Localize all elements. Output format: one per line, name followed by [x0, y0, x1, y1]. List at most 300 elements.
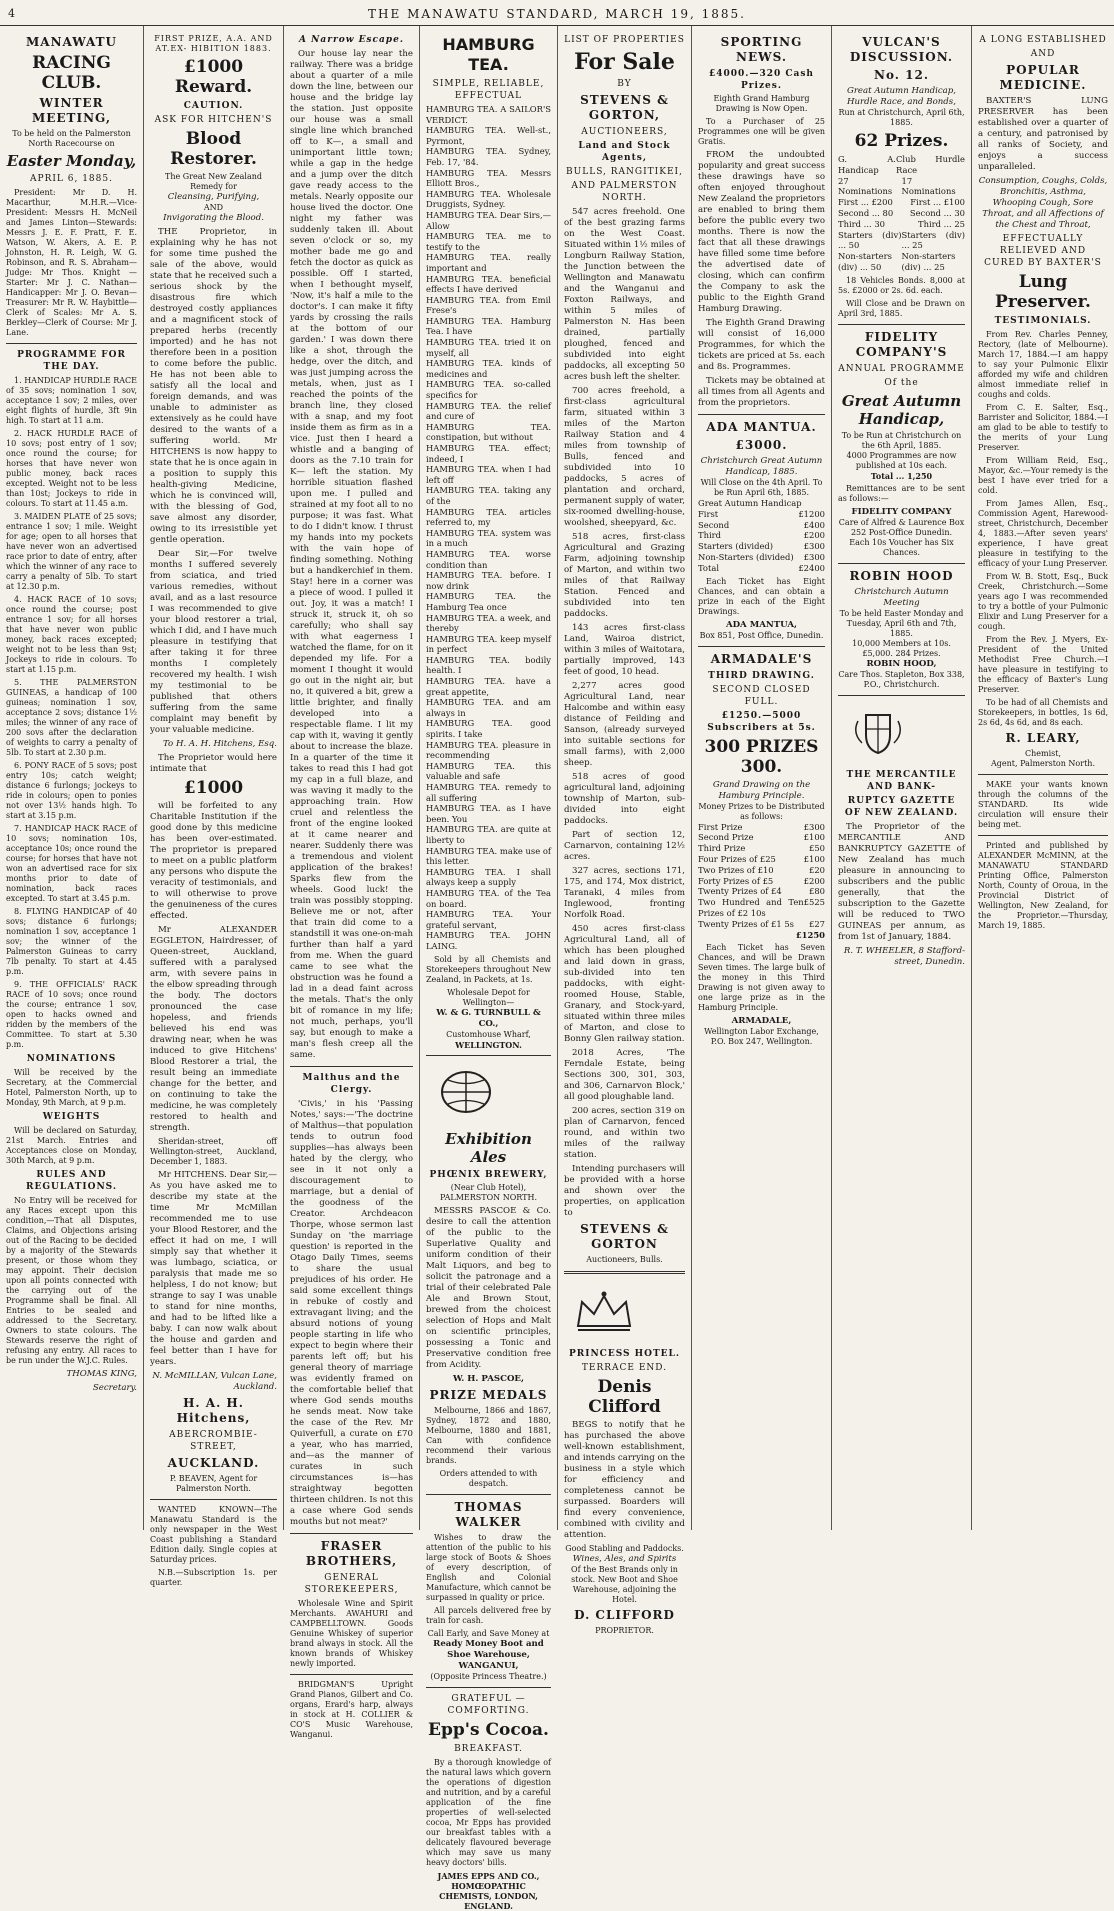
- ales-body: MESSRS PASCOE & Co. desire to call the attention of the public to the Superlative Quality and uniform condition of their Malt Liquors, and beg to solicit the patronage and a trial of their celebrated Pale Ale and Brown Stout, brewed from the choicest selection of Hops and Malt on scientific principles, possessing a Tonic and Preservative condition free from Acidity.: [426, 1205, 551, 1370]
- prize-row: [698, 897, 825, 919]
- prize-label: Twenty Prizes of £1 5s: [698, 918, 794, 929]
- property-listing: 200 acres, section 319 on plan of Carnarvon, fenced round, and within two miles of the railway station.: [564, 1106, 685, 1160]
- fidelity-body-2: 4000 Programmes are now published at 10s each.: [846, 450, 957, 470]
- lung-signature: R. LEARY,: [1005, 731, 1081, 745]
- ales-orders: Orders attended to with despatch.: [439, 1468, 538, 1488]
- robin-body-2: 10,000 Members at 10s. £5,000. 284 Prizes.: [852, 638, 951, 658]
- hotel-body-4: Of the Best Brands only in stock. New Boot and Shoe Warehouse, adjoining the Hotel.: [571, 1565, 678, 1604]
- prize-row: [698, 876, 825, 887]
- prize-row: [698, 822, 825, 833]
- prize-value: Second ... 30: [909, 207, 965, 218]
- weights-heading: WEIGHTS: [42, 1112, 101, 1122]
- racing-intro: To be held on the Palmerston North Racecourse on: [12, 129, 131, 148]
- prize-value: £300: [803, 551, 825, 562]
- columns: [0, 26, 1114, 1911]
- prize-row: [838, 154, 965, 176]
- hamburg-line: HAMBURG TEA. have a great appetite,: [426, 676, 551, 697]
- ales-heading: Exhibition Ales: [445, 1129, 532, 1166]
- firm-street: ABERCROMBIE-STREET,: [169, 1430, 258, 1452]
- hamburg-line: HAMBURG TEA. Sydney, Feb. 17, '84.: [426, 146, 551, 167]
- hamburg-sold: Sold by all Chemists and Storekeepers throughout New Zealand, in Packets, at 1s.: [426, 954, 551, 984]
- properties-by: BY: [617, 79, 632, 89]
- hamburg-line: HAMBURG TEA. constipation, but without: [426, 421, 551, 443]
- ada-signature-sub: Box 851, Post Office, Dunedin.: [699, 630, 824, 640]
- prize-label: Forty Prizes of £5: [698, 875, 774, 886]
- prize-label: Non-Starters (divided): [698, 551, 794, 562]
- hamburg-line: HAMBURG TEA. system was in a much: [426, 527, 551, 549]
- prize-value: First ... £100: [910, 197, 965, 208]
- event-list: [6, 376, 137, 1050]
- hamburg-line: HAMBURG TEA. me to testify to the: [426, 231, 551, 252]
- secretary-title: Secretary.: [92, 1383, 137, 1393]
- robin-signature-sub: Care Thos. Stapleton, Box 338, P.O., Christchurch.: [838, 669, 965, 689]
- prize-row: [838, 251, 965, 273]
- fidelity-signature-sub: Care of Alfred & Laurence Box 252 Post-Office Dunedin.: [838, 517, 965, 537]
- nominations-text: Will be received by the Secretary, at the Commercial Hotel, Palmerston North, up to Monday, 9th March, at 9 p.m.: [6, 1068, 137, 1107]
- fidelity-note: Each 10s Voucher has Six Chances.: [849, 537, 954, 557]
- prize-row: [698, 509, 825, 520]
- brewery-address: (Near Club Hotel),: [450, 1182, 527, 1192]
- vulcan-body-2: 18 Vehicles Bonds. 8,000 at 5s. £2000 or 2s. 6d. each.: [838, 275, 965, 295]
- brewery-name: PHŒNIX BREWERY,: [429, 1169, 548, 1180]
- armadale-total: £1250: [795, 929, 825, 940]
- prize-value: £400: [803, 519, 825, 530]
- caution-heading: CAUTION.: [183, 101, 244, 111]
- tagline-3: AND: [203, 203, 224, 212]
- robin-event: Christchurch Autumn Meeting: [854, 586, 949, 608]
- imprint: Printed and published by ALEXANDER McMINN, at the MANAWATU STANDARD Printing Office, Palmerston North, County of Oroua, in the Provincial District of Wellington, New Zealand, for the Proprietor.—Thursday, March 19, 1885.: [978, 841, 1108, 930]
- fidelity-signature: FIDELITY COMPANY: [851, 506, 952, 517]
- robin-body-1: To be held Easter Monday and Tuesday, April 6th and 7th, 1885.: [839, 608, 964, 638]
- ask-line: ASK FOR HITCHEN'S: [154, 115, 273, 125]
- wanted-known: WANTED KNOWN—The Manawatu Standard is the only newspaper in the West Coast publishing a Standard Edition daily. Single copies at Saturday prices.: [150, 1505, 277, 1564]
- walker-shop: Ready Money Boot and Shoe Warehouse,: [433, 1638, 544, 1660]
- hotel-owner: Denis Clifford: [588, 1377, 661, 1417]
- hamburg-line: HAMBURG TEA. Messrs Elliott Bros.,: [426, 167, 551, 189]
- ada-amount: £3000.: [735, 438, 788, 452]
- vulcan-number: No. 12.: [874, 68, 929, 82]
- event-item: 9. THE OFFICIALS' RACK RACE of 10 sovs; once round the course; entrance 1 sov, open to hacks owned and ridden by the members of the Committee. To start at 5.30 p.m.: [6, 980, 137, 1049]
- prize-value: Starters (div) ... 25: [901, 229, 965, 251]
- property-listing: 518 acres, first-class Agricultural and Grazing Farm, adjoining township of Marton, and within two miles of that Railway Station. Fenced and subdivided into ten paddocks.: [564, 532, 685, 619]
- hotel-signature: D. CLIFFORD: [574, 1608, 675, 1622]
- hamburg-line: HAMBURG TEA. A SAILOR'S VERDICT.: [426, 104, 551, 125]
- restorer-body-3: will be forfeited to any Charitable Institution if the good done by this medicine has been over-estimated. The proprietor is prepared to meet on a public platform any persons who dispute the veracity of testimonials, and to will otherwise to prove the genuineness of the cures effected.: [150, 801, 277, 921]
- hotel-heading: PRINCESS HOTEL.: [568, 1349, 680, 1359]
- property-listing: 143 acres first-class Land, Wairoa district, within 3 miles of Waitotara, partially improved, 143 feet of good, 10 head.: [564, 623, 685, 677]
- prize-label: Second: [698, 519, 730, 530]
- restorer-address: Sheridan-street, off Wellington-street, Auckland, December 1, 1883.: [150, 1137, 277, 1166]
- programme-heading: PROGRAMME FOR THE DAY.: [17, 350, 126, 372]
- armadale-prize-list: [698, 822, 825, 930]
- walker-body: Wishes to draw the attention of the public to his large stock of Boots & Shoes of every description, of English and Colonial Manufacture, which cannot be surpassed in quality or price.: [426, 1532, 551, 1602]
- coat-of-arms-icon: [838, 707, 918, 757]
- walker-body-2: All parcels delivered free by train for cash.: [426, 1605, 551, 1625]
- newspaper-title: THE MANAWATU STANDARD, MARCH 19, 1885.: [368, 7, 746, 21]
- secretary-signature: THOMAS KING,: [66, 1369, 137, 1379]
- prize-value: 17 Nominations: [901, 175, 956, 197]
- hamburg-line: HAMBURG TEA. are quite at liberty to: [426, 824, 551, 845]
- lung-heading-3: POPULAR MEDICINE.: [999, 63, 1087, 92]
- hamburg-line: HAMBURG TEA. tried it on myself, all: [426, 337, 551, 358]
- hamburg-line: HAMBURG TEA. the relief and cure of: [426, 400, 551, 422]
- prize-row: [698, 552, 825, 563]
- event-item: 8. FLYING HANDICAP of 40 sovs; distance 6 furlongs; nomination 1 sov, acceptance 1 sov; the winner of the Palmerston Guineas to carry 7lb penalty. To start at 4.45 p.m.: [6, 907, 137, 976]
- prize-label: 27 Nominations: [838, 175, 893, 197]
- hamburg-line: HAMBURG TEA. Your grateful servant,: [426, 909, 551, 930]
- properties-firm-sub: AUCTIONEERS,: [581, 127, 668, 137]
- prize-label: Total: [698, 562, 720, 573]
- hamburg-line: HAMBURG TEA. articles referred to, my: [426, 506, 551, 528]
- hamburg-line: HAMBURG TEA. when I had left off: [426, 464, 551, 485]
- sporting-subheading: Eighth Grand Hamburg Drawing is Now Open.: [713, 94, 810, 113]
- hamburg-line: HAMBURG TEA. Well-st., Pyrmont,: [426, 125, 551, 146]
- prize-label: Two Hundred and Ten Prizes of £2 10s: [698, 897, 804, 918]
- column-hamburg-tea: [420, 26, 558, 1911]
- racing-heading-3: WINTER MEETING,: [31, 96, 112, 125]
- prize-medals: PRIZE MEDALS: [429, 1387, 548, 1402]
- armadale-closed: SECOND CLOSED FULL.: [712, 684, 811, 707]
- armadale-body: Each Ticket has Seven Chances, and will be Drawn Seven times. The large bulk of the money in this Third Drawing is not given away to one large prize as in the Hamburg Principle.: [698, 943, 825, 1013]
- fidelity-body-3: Remittances are to be sent as follows:—: [838, 483, 965, 503]
- armadale-signature: ARMADALE,: [731, 1016, 792, 1027]
- property-listing: 700 acres freehold, a first-class agricultural farm, situated within 3 miles of the Marton Railway Station and 4 miles from township of Bulls, fenced and subdivided into 10 paddocks, 5 acres of plantation and orchard, permanent supply of water, six-roomed dwelling-house, woolshed, sheepyard, &c.: [564, 386, 685, 528]
- event-item: 3. MAIDEN PLATE of 25 sovs; entrance 1 sov; 1 mile. Weight for age; open to all horses that have never won an advertised race prior to date of entry, after which the winner of any race to carry a penalty of 5lb. To start at 12.30 p.m.: [6, 512, 137, 591]
- property-listing: 2018 Acres, 'The Ferndale Estate, being Sections 300, 301, 303, and 306, Carnarvon Block,' all good ploughable land.: [564, 1048, 685, 1102]
- testimonial: From W. B. Stott, Esq., Buck Creek, Christchurch.—Some years ago I was recommended to try a bottle of your Pulmonic Elixir and Lung Preserver for a cough.: [978, 572, 1108, 631]
- walker-city: WANGANUI,: [458, 1660, 519, 1671]
- restorer-body-5: Mr HITCHENS. Dear Sir,—As you have asked me to describe my state at the time Mr McMillan recommended me to use your Blood Restorer, and the effect it had on me, I will simply say that whether it was lumbago, sciatica, or paralysis that made me so helpless, I do not know; but strange to say I was unable to stand for nine months, and had to be lifted like a baby. I can now walk about the house and garden and feel better than I have for years.: [150, 1170, 277, 1367]
- hamburg-line: HAMBURG TEA. I shall always keep a supply: [426, 866, 551, 888]
- hamburg-line: HAMBURG TEA. from Emil Frese's: [426, 294, 551, 316]
- armadale-signature-sub: Wellington Labor Exchange, P.O. Box 247, Wellington.: [704, 1027, 819, 1047]
- prize-value: £200: [803, 530, 825, 541]
- prize-value: £27: [809, 918, 825, 929]
- vulcan-prize-list: [838, 154, 965, 273]
- hamburg-line: HAMBURG TEA. the Hamburg Tea once: [426, 591, 551, 612]
- ada-prize-list: [698, 498, 825, 574]
- hotel-body-2: Good Stabling and Paddocks.: [565, 1544, 684, 1553]
- testimonial: From William Reid, Esq., Mayor, &c.—Your remedy is the best I have ever tried for a cold.: [978, 456, 1108, 495]
- prize-row: [838, 208, 965, 219]
- prize-row: [838, 219, 965, 230]
- hamburg-line: HAMBURG TEA. effect; indeed, I: [426, 443, 551, 464]
- armadale-subheading: THIRD DRAWING.: [708, 670, 815, 681]
- prize-value: £80: [809, 886, 825, 897]
- restorer-body-4: Mr ALEXANDER EGGLETON, Hairdresser, of Queen-street, Auckland, suffered with a paralysed arm, with severe pains in the elbow spreading through the body. The doctors pronounced the case hopeless, and friends believed his end was drawing near, when he was induced to give Hitchens' Blood Restorer a trial, the result being an immediate change for the better, and on continuing to take the medicine, he was completely restored to health and strength.: [150, 925, 277, 1133]
- properties-heading: LIST OF PROPERTIES: [564, 35, 685, 45]
- hamburg-line: HAMBURG TEA. as I have been. You: [426, 803, 551, 824]
- rules-heading: RULES AND REGULATIONS.: [26, 1170, 117, 1192]
- hamburg-line: HAMBURG TEA. JOHN LAING.: [426, 930, 551, 951]
- hamburg-line: HAMBURG TEA. Dear Sirs,—Allow: [426, 209, 551, 231]
- lung-signature-sub: Chemist,: [1024, 749, 1061, 758]
- cocoa-body: By a thorough knowledge of the natural laws which govern the operations of digestion and nutrition, and by a careful application of the fine properties of well-selected cocoa, Mr Epps has provided our breakfast tables with a delicately flavoured beverage which may save us many heavy doctors' bills.: [426, 1757, 551, 1867]
- sporting-body-4: Tickets may be obtained at all times from all Agents and from the proprietors.: [698, 376, 825, 408]
- properties-firm-sub-2: Land and Stock Agents,: [578, 141, 671, 163]
- ales-signature: W. H. PASCOE,: [453, 1373, 524, 1384]
- prize-value: Third ... 25: [918, 218, 965, 229]
- ada-signature: ADA MANTUA,: [725, 619, 798, 630]
- fraser-heading: FRASER BROTHERS,: [305, 1539, 398, 1568]
- tagline-2: Cleansing, Purifying,: [167, 192, 260, 202]
- prize-label: First: [698, 508, 719, 519]
- lung-heading-1: A LONG ESTABLISHED: [979, 35, 1107, 45]
- mercantile-heading: THE MERCANTILE AND BANK-: [846, 769, 957, 792]
- prize-row: [698, 886, 825, 897]
- armadale-subscribers: £1250.—5000 Subscribers at 5s.: [707, 710, 816, 733]
- cocoa-top: GRATEFUL — COMFORTING.: [447, 1693, 530, 1716]
- event-item: 7. HANDICAP HACK RACE of 10 sovs; nomination 10s, acceptance 10s; once round the course; for horses that have not won an advertised race for six months prior to date of nomination, back races excepted. To start at 3.45 p.m.: [6, 824, 137, 903]
- column-racing-club: [0, 26, 144, 1530]
- prize-row: [698, 520, 825, 531]
- restorer-body-1: THE Proprietor, in explaining why he has not for some time pushed the sale of the above, would state that he received such a serious shock by the disastrous fire which destroyed costly appliances and a magnificent stock of prepared herbs (recently imported) and he has not therefore been in a position to come before the public. He has not been able to satisfy all the local and foreign demands, and was unable to administer as extensively as he could have desired to the wants of a suffering world. Mr HITCHENS is now happy to state that he is once again in a position to supply this health-giving Medicine, which he is convinced will, with the blessing of God, save almost any disorder, owing to its irresistible yet gentle operation.: [150, 227, 277, 545]
- vulcan-body-1: Run at Christchurch, April 6th, 1885.: [838, 108, 965, 127]
- event-item: 1. HANDICAP HURDLE RACE of 35 sovs; nomination 1 sov, acceptance 1 sov; 2 miles, over eight flights of hurdle, 3ft 9in high. To start at 11 a.m.: [6, 376, 137, 425]
- prize-medals-list: Melbourne, 1866 and 1867, Sydney, 1872 and 1880, Melbourne, 1880 and 1881, Can with confidence recommend their various brands.: [426, 1405, 551, 1465]
- property-listing: 547 acres freehold. One of the best grazing farms on the West Coast. Situated within 1½ miles of Longburn Railway Station, the Junction between the Wellington and Manawatu and the Wanganui and Foxton Railways, and within 5 miles of Palmerston N. Has been drained, partially ploughed, fenced and subdivided into eight paddocks, all excepting 50 acres bush left the shelter.: [564, 207, 685, 382]
- ada-heading: ADA MANTUA.: [706, 420, 817, 434]
- testimonial: From the Rev. J. Myers, Ex-President of the United Methodist Free Church.—I have pleasure in testifying to the efficacy of Baxter's Lung Preserver.: [978, 635, 1108, 694]
- armadale-list-intro: Money Prizes to be Distributed as follows:: [698, 801, 825, 821]
- lung-body-2: To be had of all Chemists and Storekeepers, in bottles, 1s 6d, 2s 6d, 4s 6d, and 8s each.: [978, 698, 1108, 727]
- story-body: Our house lay near the railway. There was a bridge about a quarter of a mile down the line, between our house and the bridge lay the station. Just opposite our house was a small single line which branched off to K—, a small and unimportant little town; while a gap in the hedge and a jump over the ditch gave ready access to the metals. Nearly opposite our house lived the doctor. One night my father was suddenly taken ill. About seven o'clock or so, my mother bade me go and fetch the doctor as quick as possible. Off I started, when I bethought myself, 'Now, it's half a mile to the doctor's. I can make it fifty yards by crossing the rails at the bottom of our garden.' I was down there like a shot, through the hedge, over the ditch, and was just jumping across the metals, when, just as I reached the points of the branch line, they closed with a snap, and my foot inside them as firm as in a vice. Just then I heard a whistle and a banging of doors as the 7.10 train for K— left the station. My horrible situation flashed upon me. I pulled and strained at my foot all to no purpose; it was fast. What to do I didn't know. I thrust my hands into my pockets with the vain hope of finding something. Nothing but a handkerchief in them. Stay! here in a corner was a piece of wood. I pulled it out. Joy, it was a match! I struck it, struck it, oh so carefully; who shall say with what eagerness I watched the flame, for on it depended my life. For a moment I thought it would go out in the night air, but no, it quivered a bit, grew a little brighter, and finally developed into a respectable flame. I lit my cap with it, waving it gently about to increase the blaze. In a quarter of the time it takes to read this I had got my cap in a full blaze, and was waving it madly to the approaching train. How cruel and relentless the front of the engine looked at it came nearer and nearer. Suddenly there was a tremendous and violent application of the brakes! Sparks flew from the wheels. Good luck! the train was possibly stopping. Believe me or not, after that train did come to a standstill it was one-on-mah further than half a yard from me. When the guard came to see what the obstruction was he found a lad in a dead faint across the metals. That's the only bit of romance in my life; not much, perhaps, you'll say, but enough to make a man's flesh creep all the same.: [290, 49, 413, 1060]
- prize-row: [698, 865, 825, 876]
- event-item: 4. HACK RACE of 10 sovs; once round the course; post entrance 1 sov; for all horses that have never won public money, back races excepted; weight not to be less than 9st; Jockeys to ride in colours. To start at 1.15 p.m.: [6, 595, 137, 674]
- firm-name: H. A. H. Hitchens,: [176, 1396, 251, 1425]
- hamburg-line: HAMBURG TEA. a week, and thereby: [426, 612, 551, 634]
- fidelity-body-1: To be Run at Christchurch on the 6th April, 1885.: [841, 430, 962, 450]
- prize-value: £100: [803, 853, 825, 864]
- hotel-signature-sub: PROPRIETOR.: [595, 1626, 654, 1635]
- testimonial: From C. E. Salter, Esq., Barrister and Solicitor, 1884.—I am glad to be able to testify to the merits of your Lung Preserver.: [978, 403, 1108, 452]
- subscription-price: N.B.—Subscription 1s. per quarter.: [150, 1568, 277, 1587]
- hotel-body: BEGS to notify that he has purchased the above well-known establishment, and intends carrying on the business in a style which for efficiency and completeness cannot be surpassed. Boarders will find every convenience, combined with civility and attention.: [564, 1420, 685, 1540]
- hamburg-line: HAMBURG TEA. make use of this letter.: [426, 845, 551, 867]
- property-listing: 327 acres, sections 171, 175, and 174, Mox district, Taranaki, 4 miles from Inglewood, fronting Norfolk Road.: [564, 866, 685, 920]
- hamburg-testimonial: [426, 104, 551, 952]
- make-wants-known: MAKE your wants known through the columns of the STANDARD. Its wide circulation will ensure their being met.: [978, 780, 1108, 829]
- prize-value: £200: [803, 875, 825, 886]
- properties-towns-2: AND PALMERSTON NORTH.: [571, 181, 678, 203]
- restorer-notice: The Proprietor would here intimate that: [150, 753, 277, 774]
- hamburg-line: HAMBURG TEA. bodily health. I: [426, 654, 551, 676]
- prize-value: £1200: [798, 508, 825, 519]
- property-listing: 2,277 acres good Agricultural Land, near Halcombe and within easy distance of Feilding and Sanson, (already surveyed into suitable sections for small farms), with 2,000 sheep.: [564, 681, 685, 768]
- vulcan-body-3: Will Close and be Drawn on April 3rd, 1885.: [838, 298, 965, 318]
- hamburg-line: HAMBURG TEA. keep myself in perfect: [426, 633, 551, 655]
- fidelity-of: Of the: [884, 377, 919, 388]
- armadale-principle: Grand Drawing on the Hamburg Principle.: [712, 779, 811, 801]
- column-properties: [558, 26, 692, 1635]
- hotel-body-3: Wines, Ales, and Spirits: [572, 1554, 677, 1564]
- prize-value: £300: [803, 541, 825, 552]
- hamburg-line: HAMBURG TEA. pleasure in recommending: [426, 739, 551, 761]
- testimonial: From Rev. Charles Penney, Rectory, (late of Melbourne). March 17, 1884.—I am happy to say your Pulmonic Elixir afforded my wife and children almost immediate relief in coughs and colds.: [978, 330, 1108, 399]
- prize-label: Second Prize: [698, 832, 754, 843]
- hamburg-subheading: SIMPLE, RELIABLE, EFFECTUAL: [432, 79, 545, 101]
- prize-label: G. A. Handicap: [838, 154, 896, 175]
- prize-value: £20: [809, 864, 825, 875]
- prize-value: £100: [803, 832, 825, 843]
- hamburg-line: HAMBURG TEA. and am always in: [426, 697, 551, 718]
- restorer-body-2: Dear Sir,—For twelve months I suffered severely from sciatica, and tried various remedies, without avail, and as a last resource I was recommended to give your blood restorer a trial, which I did, and I have much pleasure in testifying that after taking it for three months I completely recovered my health. I wish my testimonial to be published that others suffering from the same complaint may benefit by your valuable medicine.: [150, 549, 277, 735]
- prize-row: [698, 919, 825, 930]
- walker-heading: THOMAS WALKER: [454, 1499, 523, 1529]
- hamburg-wholesale: Wholesale Depot for Wellington—: [447, 987, 530, 1007]
- prize-label: First ... £200: [838, 197, 893, 208]
- hamburg-line: HAMBURG TEA. remedy to all suffering: [426, 782, 551, 803]
- fidelity-total: Total ... 1,250: [870, 470, 933, 481]
- prize-row: [838, 197, 965, 208]
- vulcan-event: Great Autumn Handicap, Hurdle Race, and Bonds,: [846, 86, 957, 107]
- event-item: 6. PONY RACE of 5 sovs; post entry 10s; catch weight; distance 6 furlongs; jockeys to ride in colours; open to ponies not over 13½ hands high. To start at 3.15 p.m.: [6, 761, 137, 820]
- sporting-prize: £4000.—320 Cash Prizes.: [709, 69, 814, 91]
- prize-label: Starters (div) ... 50: [838, 229, 902, 251]
- properties-firm: STEVENS & GORTON,: [580, 93, 669, 122]
- prize-label: Great Autumn Handicap: [698, 498, 802, 508]
- column-sporting: [692, 26, 832, 1530]
- prize-label: Third: [698, 530, 722, 541]
- hamburg-line: HAMBURG TEA. taking any of the: [426, 485, 551, 506]
- lung-signature-sub-2: Agent, Palmerston North.: [991, 759, 1095, 768]
- racing-officials: President: Mr D. H. Macarthur, M.H.R.—Vice-President: Messrs H. McNeil and James Linton—Stewards: Messrs J. E. F. Pratt, F. E. Watson, W. Akers, A. E. P. Johnston, H. R. Leigh, W. G. Robinson, and R. S. Abraham—Judge: Mr Thos. Knight —Starter: Mr J. C. Nathan—Handicapper: Mr J. O. Bevan—Treasurer: Mr R. W. Haybittle—Clerk of Scales: Mr A. S. Berkley—Clerk of Course: Mr J. Lane.: [6, 188, 137, 337]
- racing-date: APRIL 6, 1885.: [30, 174, 113, 184]
- prize-row: [698, 498, 825, 509]
- for-sale-heading: For Sale: [574, 49, 675, 75]
- prize-label: Two Prizes of £10: [698, 864, 774, 875]
- fidelity-subheading: ANNUAL PROGRAMME: [838, 363, 965, 374]
- prize-value: £50: [809, 843, 825, 854]
- ada-body-2: Each Ticket has Eight Chances, and can obtain a prize in each of the Eight Drawings.: [698, 576, 825, 616]
- story-heading: A Narrow Escape.: [299, 35, 404, 45]
- nominations-heading: NOMINATIONS: [26, 1054, 117, 1064]
- hamburg-line: HAMBURG TEA. Wholesale Druggists, Sydney.: [426, 188, 551, 210]
- weights-text: Will be declared on Saturday, 21st March. Entries and Acceptances close on Monday, 30th March, at 9 p.m.: [6, 1126, 137, 1165]
- mercantile-body: The Proprietor of the MERCANTILE AND BANKRUPTCY GAZETTE of New Zealand has much pleasure in announcing to subscribers and the public generally, that the subscription to the Gazette will be reduced to TWO GUINEAS per annum, as from 1st of January, 1884.: [838, 821, 965, 942]
- armadale-prizes: 300 PRIZES 300.: [704, 736, 819, 777]
- lung-relieved: EFFECTUALLY RELIEVED AND CURED BY BAXTER'S: [984, 234, 1102, 268]
- prize-row: [698, 541, 825, 552]
- property-listing: Intending purchasers will be provided with a horse and shown over the properties, on application to: [564, 1164, 685, 1218]
- reward-heading: £1000 Reward.: [174, 57, 253, 97]
- racing-heading-1: MANAWATU: [25, 35, 118, 49]
- prize-value: £300: [803, 821, 825, 832]
- hotel-subheading: TERRACE END.: [581, 1363, 668, 1373]
- prize-value: £525: [803, 897, 825, 908]
- column-blood-restorer: [144, 26, 284, 1587]
- hamburg-line: HAMBURG TEA. good spirits. I take: [426, 718, 551, 740]
- mercantile-heading-2: RUPTCY GAZETTE OF NEW ZEALAND.: [844, 795, 959, 818]
- hamburg-agent-city: WELLINGTON.: [455, 1039, 522, 1050]
- prize-label: Twenty Prizes of £4: [698, 886, 782, 897]
- column-vulcan: [832, 26, 972, 1530]
- vulcan-prizes: 62 Prizes.: [854, 131, 949, 151]
- column-lung-preserver: [972, 26, 1114, 1530]
- walker-near: (Opposite Princess Theatre.): [430, 1671, 547, 1681]
- barrel-icon: [426, 1067, 506, 1117]
- lung-body-1: BAXTER'S LUNG PRESERVER has been established over a quarter of a century, and patronised by all ranks of Society, and enjoys a success unparalleled.: [978, 96, 1108, 172]
- cocoa-subheading: BREAKFAST.: [454, 1743, 523, 1754]
- property-listing: Part of section 12, Carnarvon, containing 12½ acres.: [564, 830, 685, 862]
- prize-value: £2400: [798, 562, 825, 573]
- masthead: [0, 0, 1114, 26]
- sporting-body-2: FROM the undoubted popularity and great success these drawings have so often enjoyed throughout New Zealand the proprietors are enabled to bring them before the public every two months. There is now the fact that all these drawings have filled some time before the advertised date of closing, which can confirm the Company to ask the public to the Eighth Grand Hamburg Drawing.: [698, 150, 825, 314]
- fraser-body: Wholesale Wine and Spirit Merchants. AWAHURI and CAMPBELLTOWN. Goods Genuine Whiskey of superior brand always in stock. All the known brands of Whiskey newly imported.: [290, 1599, 413, 1668]
- vulcan-heading: VULCAN'S DISCUSSION.: [849, 35, 954, 64]
- testimonial: From James Allen, Esq., Commission Agent, Harewood-street, Christchurch, December 4, 1883.—After seven years' experience, I have great pleasure in testifying to the efficacy of your Lung Preserver.: [978, 499, 1108, 568]
- lung-product: Lung Preserver.: [995, 272, 1091, 312]
- walker-body-3: Call Early, and Save Money at: [427, 1628, 550, 1638]
- property-listing: 450 acres first-class Agricultural Land, all of which has been ploughed and laid down in grass, sub-divided into ten paddocks, with eight-roomed House, Stable, Granary, and Stock-yard, situated within three miles of Marton, and close to Bonny Glen railway station.: [564, 924, 685, 1044]
- prize-row: [698, 530, 825, 541]
- property-listing: 518 acres of good agricultural land, adjoining township of Marton, sub-divided into eight paddocks.: [564, 772, 685, 826]
- firm-agent: P. BEAVEN, Agent for Palmerston North.: [169, 1474, 258, 1493]
- prize-label: Four Prizes of £25: [698, 853, 776, 864]
- prize-row: [698, 854, 825, 865]
- prize-label: Third Prize: [698, 843, 746, 854]
- fraser-subheading: GENERAL STOREKEEPERS,: [304, 1573, 399, 1595]
- fidelity-event: Great Autumn Handicap,: [841, 391, 962, 428]
- lung-ailments: Consumption, Coughs, Colds, Bronchitis, Asthma, Whooping Cough, Sore Throat, and all Affections of the Chest and Throat,: [978, 176, 1108, 230]
- properties-signature: STEVENS & GORTON: [580, 1222, 669, 1251]
- hamburg-line: HAMBURG TEA. so-called specifics for: [426, 379, 551, 401]
- reward-heading-2: £1000: [183, 778, 244, 798]
- properties-signature-sub: Auctioneers, Bulls.: [586, 1255, 663, 1264]
- racing-day: Easter Monday,: [6, 152, 137, 170]
- hamburg-line: HAMBURG TEA. Hamburg Tea. I have: [426, 315, 551, 337]
- hamburg-line: HAMBURG TEA. beneficial effects I have derived: [426, 273, 551, 295]
- sporting-body-1: To a Purchaser of 25 Programmes one will be given Gratis.: [698, 117, 825, 146]
- cocoa-maker: JAMES EPPS AND CO., HOMŒOPATHIC CHEMISTS, LONDON, ENGLAND.: [437, 1870, 540, 1911]
- prize-label: Second ... 80: [838, 207, 894, 218]
- essay-heading: Malthus and the Clergy.: [302, 1073, 401, 1095]
- exhibition-line: FIRST PRIZE, A.A. AND AT.EX- HIBITION 1883.: [154, 34, 273, 53]
- prize-row: [838, 176, 965, 198]
- hamburg-agent: W. & G. TURNBULL & CO.,: [436, 1007, 541, 1029]
- prize-row: [698, 843, 825, 854]
- ada-event: Christchurch Great Autumn Handicap, 1885.: [700, 456, 823, 477]
- prize-value: Club Hurdle Race: [895, 154, 965, 175]
- prize-label: Third ... 30: [838, 218, 885, 229]
- crown-icon: [564, 1286, 644, 1336]
- sporting-heading: SPORTING NEWS.: [720, 35, 803, 64]
- column-stories: [284, 26, 420, 1739]
- tagline-1: The Great New Zealand Remedy for: [164, 172, 263, 191]
- hamburg-line: HAMBURG TEA. really important and: [426, 252, 551, 273]
- hamburg-line: HAMBURG TEA. before. I now drink: [426, 570, 551, 591]
- firm-city: AUCKLAND.: [167, 1456, 260, 1470]
- prize-label: First Prize: [698, 821, 743, 832]
- brewery-city: PALMERSTON NORTH.: [439, 1192, 537, 1202]
- lung-heading-2: AND: [1030, 49, 1056, 59]
- ada-body: Will Close on the 4th April. To be Run April 6th, 1885.: [700, 478, 823, 497]
- essay-body: 'Civis,' in his 'Passing Notes,' says:—'The doctrine of Malthus—that population tends to outrun food supplies—has always been hated by the clergy, who see in it not only a discouragement to marriage, but a denial of the goodness of the Creator. Archdeacon Thorpe, whose sermon last Sunday on 'the marriage question' is reported in the Otago Daily Times, seems to share the usual prejudices of his order. He said some excellent things in rebuke of costly and extravagant living; and the absurd notions of young people starting in life who expect to begin where their parents left off; but his general theory of marriage was evidently framed on the comfortable belief that where God sends mouths he sends meat. Now take the case of the Rev. Mr Quiverfull, a curate on £70 a year, who has married, and—as the manner of curates in such circumstances is—has straightway begotten thirteen children. Is not this a case where God sends mouths but not meat?': [290, 1099, 413, 1527]
- armadale-heading: ARMADALE'S: [710, 651, 813, 666]
- prize-row: [698, 832, 825, 843]
- testimonials-heading: TESTIMONIALS.: [994, 316, 1092, 326]
- hamburg-line: HAMBURG TEA. worse condition than: [426, 548, 551, 570]
- fidelity-heading: FIDELITY COMPANY'S: [855, 329, 948, 359]
- sporting-body-3: The Eighth Grand Drawing will consist of 16,000 Programmes, for which the tickets are priced at 5s. each and 8s. Programmes.: [698, 318, 825, 372]
- hamburg-heading: HAMBURG TEA.: [442, 35, 535, 74]
- restorer-sig-1: To H. A. H. Hitchens, Esq.: [162, 739, 277, 749]
- event-item: 5. THE PALMERSTON GUINEAS, a handicap of 100 guineas; nomination 1 sov, acceptance 2 sovs; distance 1½ miles; the winner of any race of 200 sovs after the declaration of weights to carry a penalty of 5lb. To start at 2.30 p.m.: [6, 678, 137, 757]
- robin-signature: ROBIN HOOD,: [866, 658, 937, 669]
- hamburg-agent-address: Customhouse Wharf,: [446, 1029, 531, 1039]
- robin-heading: ROBIN HOOD: [849, 568, 954, 583]
- pianos-advert: BRIDGMAN'S Upright Grand Pianos, Gilbert and Co. organs, Erard's harp, always in stock at H. COLLIER & CO'S Music Warehouse, Wanganui.: [290, 1680, 413, 1739]
